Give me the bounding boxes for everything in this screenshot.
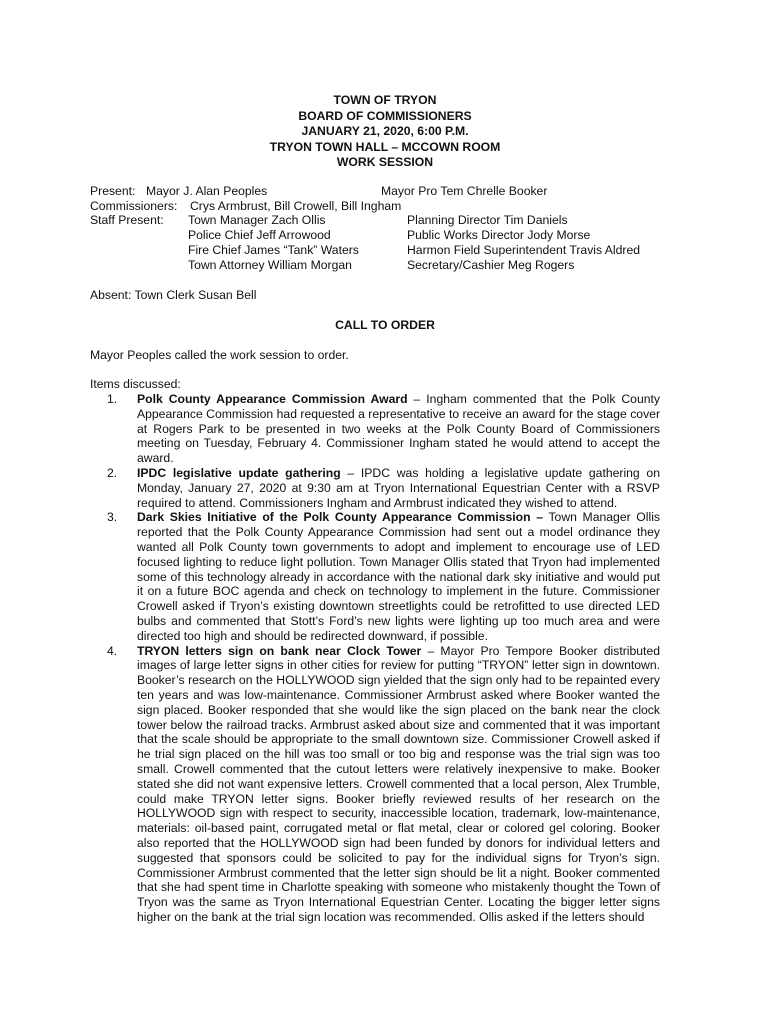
items-list xyxy=(90,392,660,925)
staff-left-1: Town Manager Zach Ollis xyxy=(188,213,326,227)
item-number: 2. xyxy=(107,465,118,480)
item-text: Town Manager Ollis reported that the Polk County Appearance Commission had sent out a model ordinance they wanted all Polk County town governments to adopt and implement to encourage use of LED focused lighting to reduce light pollution. Town Manager Ollis stated that Tryon had implemented some of this technology already in accordance with the national dark sky initiative and would put it on a future BOC agenda and check on technology to implement in the future. Commissioner Crowell asked if Tryon’s existing downtown streetlights could be retrofitted to use directed LED bulbs and commented that Stott’s Ford’s new lights were lighting up too much area and were directed too high and should be redirected downward, if possible. xyxy=(137,510,661,643)
list-item xyxy=(90,644,660,925)
staff-label: Staff Present: xyxy=(90,213,164,227)
commissioners-names: Crys Armbrust, Bill Crowell, Bill Ingham xyxy=(190,199,402,213)
header-session-type: WORK SESSION xyxy=(336,155,434,169)
items-label: Items discussed: xyxy=(90,377,181,391)
header-location: TRYON TOWN HALL – MCCOWN ROOM xyxy=(269,139,501,154)
staff-left-3: Fire Chief James “Tank” Waters xyxy=(188,243,359,257)
item-text: – Ingham commented that the Polk County Appearance Commission had requested a representative to receive an award for the stage cover at Rogers Park to be presented in two weeks at the Polk County Board of Commissioners meeting on Tuesday, February 4. Commissioner Ingham stated he would attend to accept the award. xyxy=(137,392,660,466)
item-number: 4. xyxy=(107,643,118,658)
absent-line: Absent: Town Clerk Susan Bell xyxy=(90,288,257,302)
staff-right-2: Public Works Director Jody Morse xyxy=(407,228,591,242)
staff-right-4: Secretary/Cashier Meg Rogers xyxy=(407,258,575,272)
item-text: – Mayor Pro Tempore Booker distributed images of large letter signs in other cities for review for putting “TRYON” letter sign in downtown. Booker’s research on the HOLLYWOOD sign yielded that the sign only had to be repainted every ten years and was low-maintenance. Commissioner Armbrust asked where Booker wanted the sign placed. Booker responded that she would like the sign placed on the bank near the clock tower below the railroad tracks. Armbrust asked about size and commented that it was important that the scale should be appropriate to the small downtown size. Commissioner Crowell asked if he trial sign placed on the hill was too small or too big and response was the trial sign was too small. Crowell commented that the cutout letters were relatively inexpensive to make. Booker stated she did not want expensive letters. Crowell commented that a local person, Alex Trumble, could make TRYON letter signs. Booker briefly reviewed results of her research on the HOLLYWOOD sign with respect to security, inaccessible location, trademark, low-maintenance, materials: oil-based paint, corrugated metal or flat metal, clear or colored gel coloring. Booker also reported that the HOLLYWOOD sign had been funded by donors for individual letters and suggested that sponsors could be solicited to pay for the individual signs for Tryon’s sign. Commissioner Armbrust commented that the letter sign should be lit a night. Booker commented that she had spent time in Charlotte speaking with someone who mistakenly thought the Town of Tryon was the same as Tryon International Equestrian Center. Locating the bigger letter signs higher on the bank at the trial sign location was recommended. Ollis asked if the letters should xyxy=(137,643,660,924)
present-label: Present: xyxy=(90,184,136,198)
staff-left-4: Town Attorney William Morgan xyxy=(188,258,352,272)
item-text: – IPDC was holding a legislative update gathering on Monday, January 27, 2020 at 9:30 am at Tryon International Equestrian Center with a RSVP required to attend. Commissioners Ingham and Armbrust indicated they wished to attend. xyxy=(137,465,660,510)
header-date: JANUARY 21, 2020, 6:00 P.M. xyxy=(301,124,469,138)
item-title: IPDC legislative update gathering xyxy=(137,465,341,480)
header-town: TOWN OF TRYON xyxy=(333,93,437,107)
commissioners-label: Commissioners: xyxy=(90,199,178,213)
item-title: Dark Skies Initiative of the Polk County Appearance Commission – xyxy=(137,510,544,525)
staff-right-3: Harmon Field Superintendent Travis Aldred xyxy=(407,243,641,257)
present-mayor-pro-tem: Mayor Pro Tem Chrelle Booker xyxy=(381,184,548,198)
item-number: 3. xyxy=(107,510,118,525)
call-to-order-text: Mayor Peoples called the work session to order. xyxy=(90,348,349,362)
document-header xyxy=(0,93,770,171)
header-board: BOARD OF COMMISSIONERS xyxy=(298,108,472,123)
list-item xyxy=(90,510,660,643)
list-item xyxy=(90,392,660,466)
list-item xyxy=(90,466,660,510)
staff-left-2: Police Chief Jeff Arrowood xyxy=(188,228,331,242)
present-mayor: Mayor J. Alan Peoples xyxy=(146,184,268,198)
call-to-order-heading: CALL TO ORDER xyxy=(335,318,435,332)
staff-right-1: Planning Director Tim Daniels xyxy=(407,213,568,227)
item-title: TRYON letters sign on bank near Clock Tower xyxy=(137,643,422,658)
item-number: 1. xyxy=(107,392,118,406)
item-title: Polk County Appearance Commission Award xyxy=(137,392,408,406)
